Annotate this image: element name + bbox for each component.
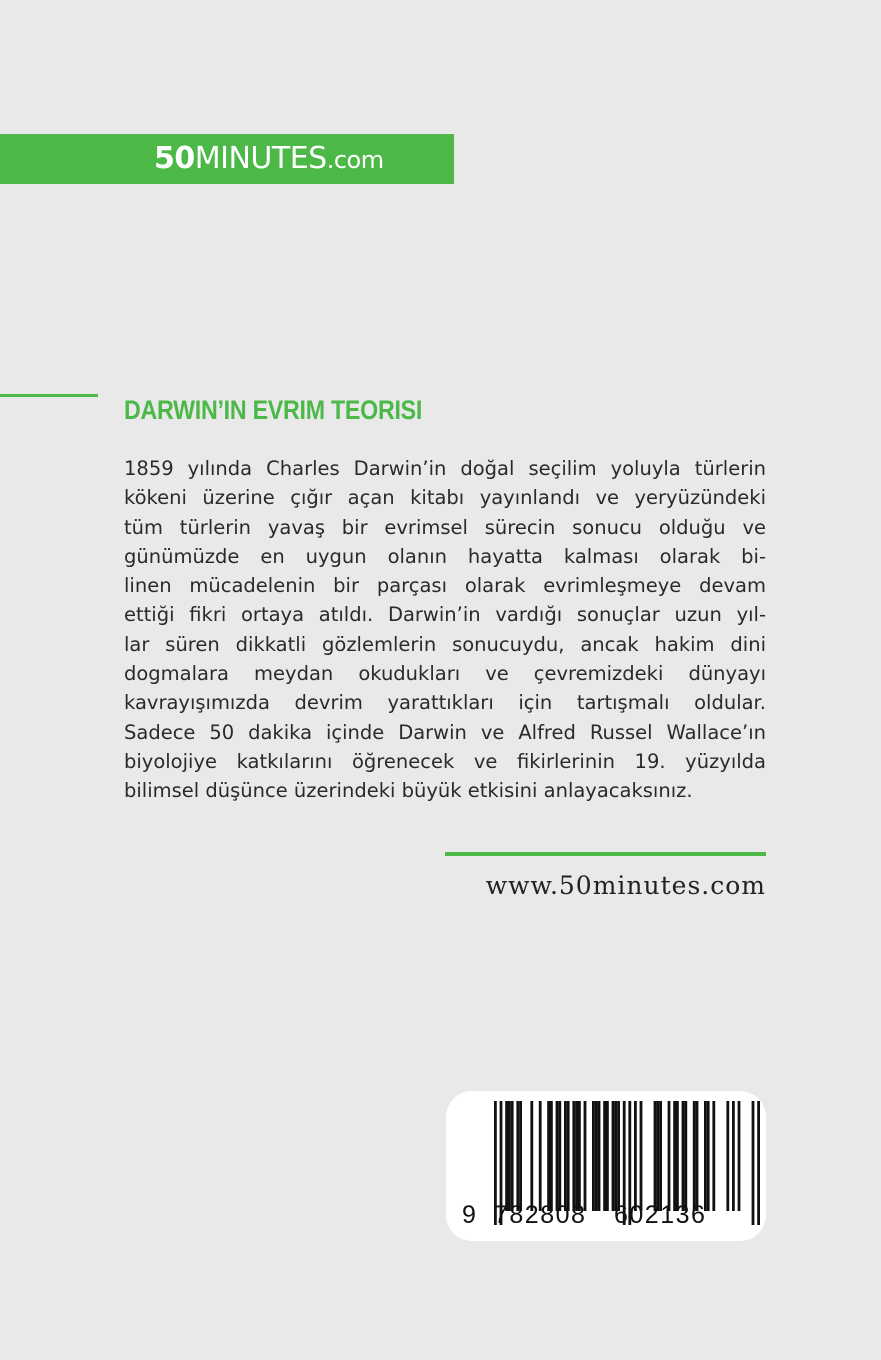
barcode-bar xyxy=(606,1101,609,1211)
barcode-bar xyxy=(530,1101,533,1211)
website-rule xyxy=(445,852,766,856)
barcode-bar xyxy=(612,1101,615,1211)
barcode-bar xyxy=(732,1101,735,1211)
description-line: lar süren dikkatli gözlemlerin sonucuydu, ancak hakim dini xyxy=(124,632,766,656)
barcode-bar xyxy=(617,1101,620,1211)
description-line: dogmalara meydan okudukları ve çevremizdeki dünyayı xyxy=(124,662,766,686)
description-line: Sadece 50 dakika içinde Darwin ve Alfred Russel Wallace’ın xyxy=(124,720,766,744)
brand-logo xyxy=(154,142,384,177)
barcode-bar xyxy=(595,1101,598,1211)
barcode-bar xyxy=(654,1101,657,1211)
brand-logo-tld: .com xyxy=(326,146,384,174)
barcode-bar xyxy=(676,1101,679,1211)
barcode-bar xyxy=(592,1101,595,1211)
barcode-bar xyxy=(505,1101,508,1211)
description-line: linen mücadelenin bir parçası olarak evrimleşmeye devam xyxy=(124,574,766,598)
barcode-bar xyxy=(704,1101,707,1211)
website-url: www.50minutes.com xyxy=(485,871,766,900)
barcode-bar xyxy=(516,1101,519,1211)
description-line: ettiği fikri ortaya atıldı. Darwin’in vardığı sonuçlar uzun yıl- xyxy=(124,603,766,627)
barcode-bar xyxy=(578,1101,581,1211)
barcode-bar xyxy=(550,1101,553,1211)
barcode-bar xyxy=(693,1101,696,1211)
barcode-bar xyxy=(614,1101,617,1211)
barcode-bar xyxy=(547,1101,550,1211)
barcode-bar xyxy=(556,1101,559,1211)
description-line: kavrayışımızda devrim yarattıkları için tartışmalı oldular. xyxy=(124,691,766,715)
barcode-bar xyxy=(726,1101,729,1211)
barcode-first-digit: 9 xyxy=(462,1201,476,1229)
barcode-left-digits: 782808 xyxy=(494,1201,587,1229)
barcode-bar xyxy=(634,1101,637,1211)
barcode-bar xyxy=(659,1101,662,1211)
barcode-bar xyxy=(752,1101,755,1225)
barcode-bar xyxy=(684,1101,687,1211)
barcode-bar xyxy=(603,1101,606,1211)
barcode-bar xyxy=(656,1101,659,1211)
barcode-bar xyxy=(519,1101,522,1211)
barcode-bar xyxy=(511,1101,514,1211)
barcode-bar xyxy=(564,1101,567,1211)
description-line: günümüzde en uygun olanın hayatta kalması olarak bi- xyxy=(124,544,766,568)
barcode-bar xyxy=(572,1101,575,1211)
barcode-bar xyxy=(738,1101,741,1211)
title-accent-rule xyxy=(0,394,98,397)
barcode-bar xyxy=(598,1101,601,1211)
book-title: DARWIN’IN EVRIM TEORISI xyxy=(124,395,423,425)
barcode-bar xyxy=(707,1101,710,1211)
brand-logo-number: 50 xyxy=(154,141,195,176)
barcode-bar xyxy=(584,1101,587,1211)
description-line: bilimsel düşünce üzerindeki büyük etkisini anlayacaksınız. xyxy=(124,779,693,803)
barcode-bar xyxy=(682,1101,685,1211)
description-line: tüm türlerin yavaş bir evrimsel sürecin sonucu olduğu ve xyxy=(124,515,766,539)
barcode-bar xyxy=(539,1101,542,1211)
barcode-bar xyxy=(508,1101,511,1211)
barcode-bar xyxy=(712,1101,715,1211)
barcode-right-digits: 602136 xyxy=(614,1201,707,1229)
barcode-bar xyxy=(558,1101,561,1211)
barcode-bar xyxy=(640,1101,643,1211)
description-line: kökeni üzerine çığır açan kitabı yayınlandı ve yeryüzündeki xyxy=(124,486,766,510)
barcode-bar xyxy=(668,1101,671,1211)
book-description xyxy=(124,454,766,806)
barcode-bar xyxy=(757,1101,760,1225)
barcode-bar xyxy=(673,1101,676,1211)
description-line: 1859 yılında Charles Darwin’in doğal seçilim yoluyla türlerin xyxy=(124,457,766,480)
description-line: biyolojiye katkılarını öğrenecek ve fikirlerinin 19. yüzyılda xyxy=(124,749,766,773)
barcode-bar xyxy=(567,1101,570,1211)
barcode-bar xyxy=(575,1101,578,1211)
brand-logo-word: MINUTES xyxy=(194,141,327,176)
barcode-bar xyxy=(696,1101,699,1211)
